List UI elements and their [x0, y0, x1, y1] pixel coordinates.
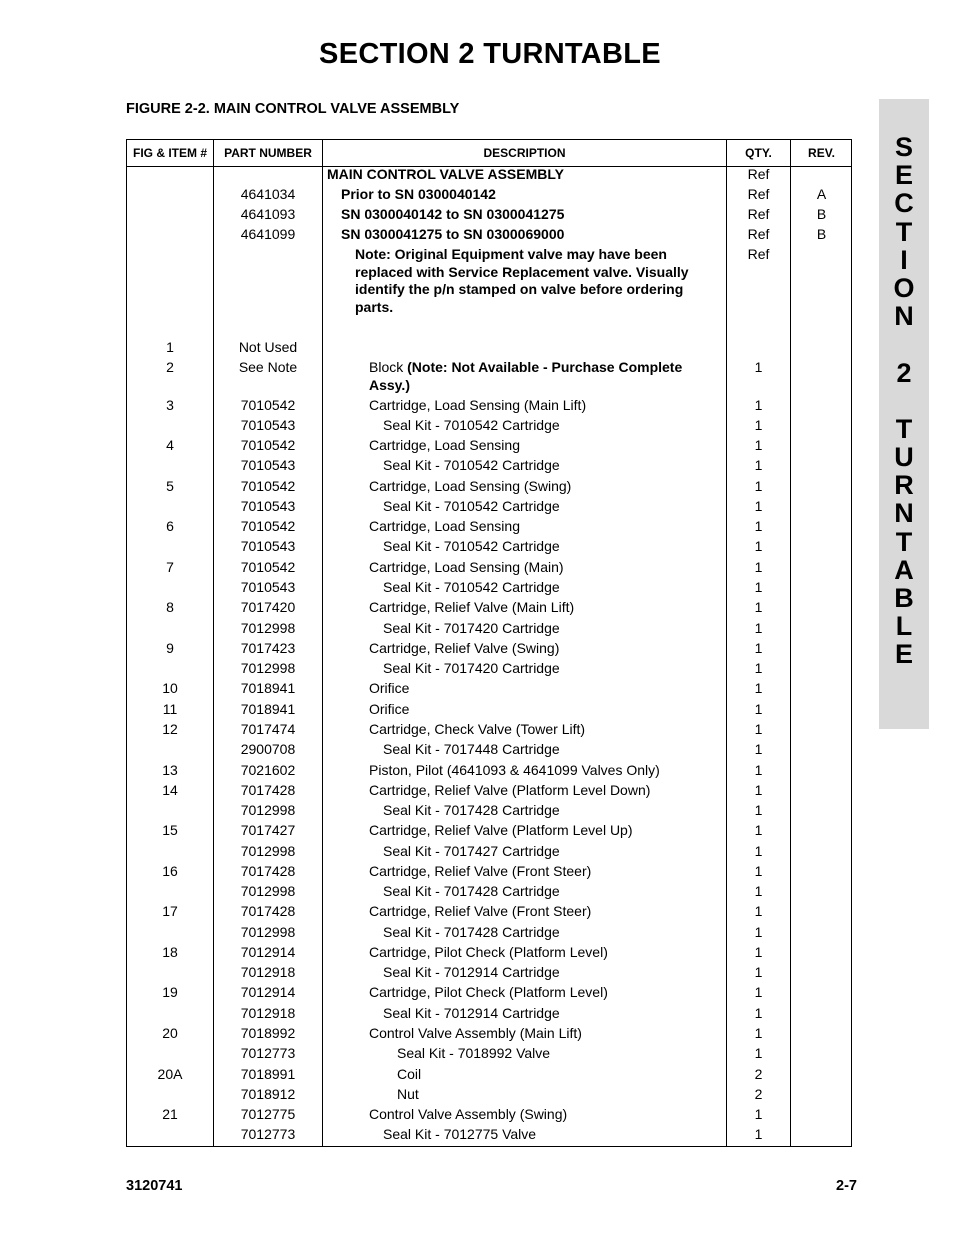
cell-qty: 1: [754, 660, 763, 676]
side-tab-letter: B: [894, 583, 914, 613]
side-tab-letter: U: [894, 442, 914, 473]
cell-part-number: 7012914: [240, 984, 296, 1000]
side-tab-letter: N: [894, 498, 914, 529]
cell-qty: 1: [754, 721, 763, 737]
cell-description: [341, 226, 722, 244]
description-text: Orifice: [369, 680, 410, 696]
cell-description: [397, 1066, 722, 1084]
cell-part-number: 7010542: [240, 397, 296, 413]
cell-description: [369, 762, 722, 780]
cell-part-number: 7017428: [240, 863, 296, 879]
cell-description: [369, 1025, 722, 1043]
cell-part-number: 7010542: [240, 559, 296, 575]
cell-qty: 1: [754, 1126, 763, 1142]
description-text: Seal Kit - 7010542 Cartridge: [383, 417, 560, 433]
cell-qty: 1: [754, 924, 763, 940]
side-tab-letter: E: [894, 160, 913, 191]
description-text: SN 0300041275 to SN 0300069000: [341, 226, 565, 242]
cell-part-number: 7012998: [240, 802, 296, 818]
cell-qty: 1: [754, 518, 763, 534]
cell-qty: 1: [754, 397, 763, 413]
cell-qty: 1: [754, 843, 763, 859]
side-tab-letter: T: [895, 526, 913, 557]
description-text: Seal Kit - 7017428 Cartridge: [383, 883, 560, 899]
cell-description: [369, 721, 722, 739]
cell-qty: 1: [754, 457, 763, 473]
description-text: Control Valve Assembly (Swing): [369, 1106, 568, 1122]
cell-part-number: 7012998: [240, 883, 296, 899]
cell-description: [383, 660, 722, 678]
description-text: Seal Kit - 7012914 Cartridge: [383, 964, 560, 980]
description-text: Seal Kit - 7018992 Valve: [397, 1045, 551, 1061]
description-text: Seal Kit - 7017420 Cartridge: [383, 620, 560, 636]
figure-title: FIGURE 2-2. MAIN CONTROL VALVE ASSEMBLY: [126, 101, 460, 117]
side-tab-letter: E: [894, 639, 913, 670]
cell-fig-item: 9: [166, 640, 174, 656]
cell-description: [369, 518, 722, 536]
cell-part-number: 7012773: [240, 1126, 296, 1142]
cell-description: [369, 599, 722, 617]
cell-description: [369, 944, 722, 962]
description-text: Cartridge, Check Valve (Tower Lift): [369, 721, 586, 737]
cell-description: [383, 924, 722, 942]
cell-part-number: 2900708: [240, 741, 296, 757]
side-tab-letter: A: [894, 554, 914, 585]
cell-fig-item: 13: [162, 762, 178, 778]
cell-qty: 1: [754, 417, 763, 433]
column-divider: [790, 140, 791, 1146]
cell-qty: 1: [754, 782, 763, 798]
side-tab-letter: 2: [896, 357, 912, 388]
cell-fig-item: 14: [162, 782, 178, 798]
cell-description: [369, 437, 722, 455]
description-text: Piston, Pilot (4641093 & 4641099 Valves Only): [369, 762, 660, 778]
cell-fig-item: 21: [162, 1106, 178, 1122]
cell-part-number: 7012998: [240, 843, 296, 859]
description-text: Cartridge, Load Sensing (Swing): [369, 478, 572, 494]
cell-description: [341, 206, 722, 224]
cell-description: [397, 1045, 722, 1063]
side-tab-letter: S: [894, 132, 913, 162]
cell-part-number: 7017427: [240, 822, 296, 838]
description-text: MAIN CONTROL VALVE ASSEMBLY: [327, 166, 564, 182]
description-text: Cartridge, Load Sensing: [369, 518, 520, 534]
description-text: Control Valve Assembly (Main Lift): [369, 1025, 582, 1041]
column-divider: [322, 140, 323, 1146]
cell-part-number: 4641093: [240, 206, 296, 222]
cell-part-number: 7012998: [240, 620, 296, 636]
footer-document-number: 3120741: [126, 1178, 183, 1194]
description-text: Cartridge, Pilot Check (Platform Level): [369, 944, 608, 960]
cell-qty: 1: [754, 903, 763, 919]
header-rev: REV.: [808, 146, 835, 160]
header-part-number: PART NUMBER: [224, 146, 312, 160]
cell-part-number: 4641099: [240, 226, 296, 242]
cell-qty: Ref: [747, 166, 770, 182]
cell-qty: 1: [754, 863, 763, 879]
cell-description: [369, 863, 722, 881]
description-text: Cartridge, Load Sensing: [369, 437, 520, 453]
description-text: Block: [369, 359, 404, 375]
cell-part-number: 7010542: [240, 518, 296, 534]
cell-qty: 1: [754, 640, 763, 656]
description-text: Note: Original Equipment valve may have been replaced with Service Replacement valve. Visually identify the p/n stamped on valve before ordering parts.: [355, 246, 689, 315]
cell-qty: 1: [754, 1045, 763, 1061]
cell-part-number: 7017428: [240, 782, 296, 798]
cell-fig-item: 19: [162, 984, 178, 1000]
cell-fig-item: 17: [162, 903, 178, 919]
cell-qty: 1: [754, 762, 763, 778]
header-fig-item: FIG & ITEM #: [132, 146, 207, 160]
cell-rev: B: [816, 206, 827, 222]
cell-part-number: 7012998: [240, 924, 296, 940]
cell-description: [383, 417, 722, 435]
cell-description: [383, 579, 722, 597]
cell-fig-item: 6: [166, 518, 174, 534]
cell-qty: 1: [754, 599, 763, 615]
description-text: Cartridge, Relief Valve (Platform Level Down): [369, 782, 651, 798]
cell-qty: 1: [754, 559, 763, 575]
cell-fig-item: 18: [162, 944, 178, 960]
cell-qty: 1: [754, 680, 763, 696]
cell-part-number: 7018991: [240, 1066, 296, 1082]
cell-part-number: 7010543: [240, 538, 296, 554]
side-tab-letter: O: [893, 272, 915, 303]
cell-qty: 2: [754, 1086, 763, 1102]
cell-part-number: 7012773: [240, 1045, 296, 1061]
cell-description: [383, 883, 722, 901]
cell-part-number: 7017428: [240, 903, 296, 919]
cell-qty: 1: [754, 1025, 763, 1041]
side-tab-letter: L: [895, 611, 913, 642]
cell-qty: Ref: [747, 206, 770, 222]
cell-description: [383, 964, 722, 982]
cell-qty: 2: [754, 1066, 763, 1082]
cell-qty: 1: [754, 1106, 763, 1122]
cell-part-number: 7010542: [240, 437, 296, 453]
cell-part-number: 7018941: [240, 701, 296, 717]
cell-fig-item: 20: [162, 1025, 178, 1041]
cell-fig-item: 12: [162, 721, 178, 737]
description-text: Cartridge, Relief Valve (Front Steer): [369, 863, 592, 879]
cell-fig-item: 5: [166, 478, 174, 494]
description-note: (Note: Not Available - Purchase Complete Assy.): [369, 359, 683, 393]
cell-part-number: 7010543: [240, 579, 296, 595]
description-text: Cartridge, Relief Valve (Platform Level Up): [369, 822, 633, 838]
cell-part-number: 7012918: [240, 1005, 296, 1021]
cell-qty: Ref: [747, 226, 770, 242]
cell-description: [383, 843, 722, 861]
cell-part-number: 7012914: [240, 944, 296, 960]
description-text: Cartridge, Load Sensing (Main Lift): [369, 397, 587, 413]
description-text: Seal Kit - 7010542 Cartridge: [383, 457, 560, 473]
cell-qty: Ref: [747, 186, 770, 202]
side-tab-letter: I: [900, 244, 908, 275]
cell-part-number: 7010543: [240, 417, 296, 433]
description-text: Seal Kit - 7017420 Cartridge: [383, 660, 560, 676]
cell-description: [383, 538, 722, 556]
cell-fig-item: 20A: [157, 1066, 183, 1082]
cell-fig-item: 4: [166, 437, 174, 453]
cell-part-number: 7017474: [240, 721, 296, 737]
description-text: Cartridge, Pilot Check (Platform Level): [369, 984, 608, 1000]
cell-part-number: 7010542: [240, 478, 296, 494]
cell-description: [397, 1086, 722, 1104]
description-text: Prior to SN 0300040142: [341, 186, 496, 202]
description-text: Seal Kit - 7012775 Valve: [383, 1126, 537, 1142]
description-text: Seal Kit - 7017428 Cartridge: [383, 802, 560, 818]
cell-qty: 1: [754, 883, 763, 899]
cell-part-number: 7018941: [240, 680, 296, 696]
cell-description: [369, 984, 722, 1002]
description-text: SN 0300040142 to SN 0300041275: [341, 206, 565, 222]
cell-qty: 1: [754, 538, 763, 554]
side-tab-letter: N: [894, 301, 914, 332]
cell-description: [369, 903, 722, 921]
cell-description: [341, 186, 722, 204]
cell-part-number: 7010543: [240, 498, 296, 514]
description-text: Seal Kit - 7010542 Cartridge: [383, 498, 560, 514]
description-text: Coil: [397, 1066, 422, 1082]
side-tab-letter: T: [895, 216, 913, 247]
cell-description: [327, 166, 722, 184]
side-tab-letter: T: [895, 413, 913, 444]
description-text: Seal Kit - 7010542 Cartridge: [383, 579, 560, 595]
cell-qty: 1: [754, 498, 763, 514]
side-tab-letter: C: [894, 188, 914, 219]
cell-qty: Ref: [747, 246, 770, 262]
description-text: Seal Kit - 7017428 Cartridge: [383, 924, 560, 940]
description-text: Cartridge, Relief Valve (Main Lift): [369, 599, 575, 615]
description-text: Cartridge, Load Sensing (Main): [369, 559, 564, 575]
cell-fig-item: 2: [166, 359, 174, 375]
cell-qty: 1: [754, 620, 763, 636]
cell-qty: 1: [754, 741, 763, 757]
cell-qty: 1: [754, 478, 763, 494]
header-qty: QTY.: [745, 146, 772, 160]
cell-description: [369, 701, 722, 719]
cell-fig-item: 3: [166, 397, 174, 413]
cell-description: [383, 620, 722, 638]
cell-qty: 1: [754, 944, 763, 960]
cell-description: [383, 741, 722, 759]
cell-part-number: 7018992: [240, 1025, 296, 1041]
cell-description: [383, 802, 722, 820]
section-title: SECTION 2 TURNTABLE: [319, 38, 661, 70]
cell-qty: 1: [754, 822, 763, 838]
description-text: Seal Kit - 7012914 Cartridge: [383, 1005, 560, 1021]
cell-fig-item: 7: [166, 559, 174, 575]
cell-part-number: 4641034: [240, 186, 296, 202]
cell-part-number: Not Used: [238, 339, 298, 355]
cell-fig-item: 8: [166, 599, 174, 615]
description-text: Cartridge, Relief Valve (Swing): [369, 640, 560, 656]
parts-table: [126, 139, 852, 1147]
cell-rev: B: [816, 226, 827, 242]
cell-description: [383, 457, 722, 475]
cell-description: [355, 246, 695, 316]
cell-qty: 1: [754, 437, 763, 453]
cell-part-number: See Note: [238, 359, 298, 375]
cell-description: [369, 822, 722, 840]
cell-rev: A: [816, 186, 827, 202]
header-description: DESCRIPTION: [483, 146, 566, 160]
cell-description: [369, 359, 689, 394]
cell-part-number: 7012998: [240, 660, 296, 676]
cell-part-number: 7021602: [240, 762, 296, 778]
cell-fig-item: 1: [166, 339, 174, 355]
description-text: Orifice: [369, 701, 410, 717]
cell-description: [383, 1126, 722, 1144]
cell-description: [369, 478, 722, 496]
cell-description: [369, 397, 722, 415]
side-tab-letter: R: [894, 470, 914, 501]
cell-part-number: 7012918: [240, 964, 296, 980]
footer-page-number: 2-7: [836, 1178, 857, 1194]
cell-fig-item: 10: [162, 680, 178, 696]
cell-qty: 1: [754, 1005, 763, 1021]
cell-part-number: 7018912: [240, 1086, 296, 1102]
cell-qty: 1: [754, 701, 763, 717]
cell-description: [369, 640, 722, 658]
cell-part-number: 7017420: [240, 599, 296, 615]
cell-description: [369, 782, 722, 800]
cell-description: [383, 1005, 722, 1023]
cell-part-number: 7010543: [240, 457, 296, 473]
description-text: Nut: [397, 1086, 419, 1102]
cell-qty: 1: [754, 802, 763, 818]
cell-part-number: 7017423: [240, 640, 296, 656]
cell-fig-item: 15: [162, 822, 178, 838]
cell-description: [369, 559, 722, 577]
cell-qty: 1: [754, 359, 763, 375]
description-text: Seal Kit - 7017448 Cartridge: [383, 741, 560, 757]
cell-description: [383, 498, 722, 516]
cell-description: [369, 680, 722, 698]
section-side-tab: [879, 99, 929, 729]
description-text: Seal Kit - 7017427 Cartridge: [383, 843, 560, 859]
description-text: Seal Kit - 7010542 Cartridge: [383, 538, 560, 554]
description-text: Cartridge, Relief Valve (Front Steer): [369, 903, 592, 919]
cell-qty: 1: [754, 964, 763, 980]
cell-qty: 1: [754, 984, 763, 1000]
cell-fig-item: 16: [162, 863, 178, 879]
cell-part-number: 7012775: [240, 1106, 296, 1122]
cell-description: [369, 1106, 722, 1124]
cell-qty: 1: [754, 579, 763, 595]
cell-fig-item: 11: [162, 701, 178, 717]
